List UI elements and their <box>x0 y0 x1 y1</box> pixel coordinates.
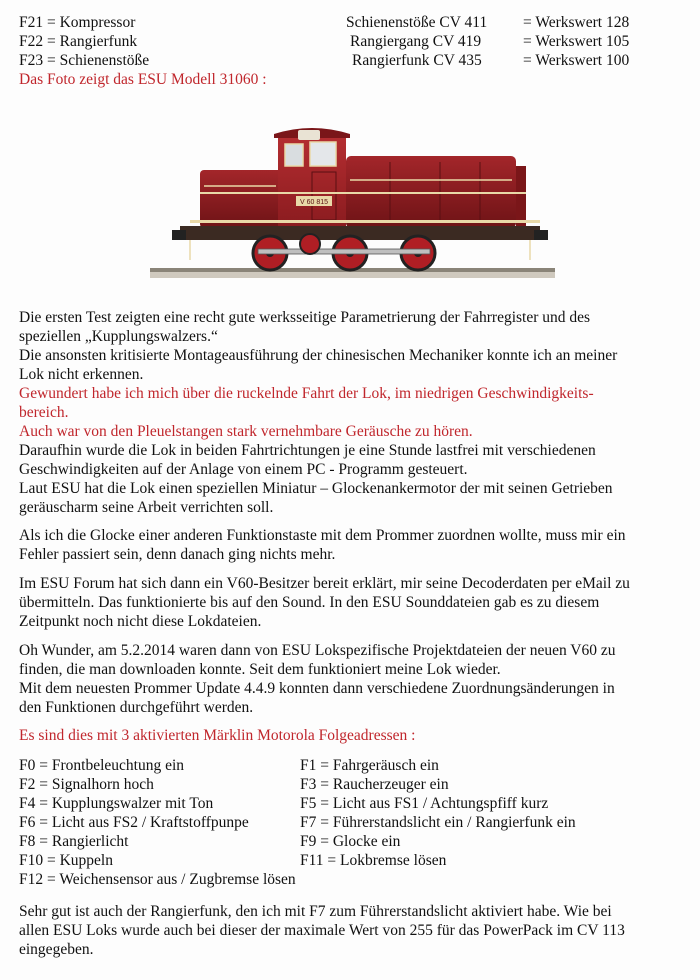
locomotive-photo <box>150 108 555 288</box>
header-f23: F23 = Schienenstöße <box>19 52 150 69</box>
function-f11: F11 = Lokbremse lösen <box>300 852 447 869</box>
text-line: Im ESU Forum hat sich dann ein V60-Besitzer bereit erklärt, mir seine Decoderdaten per eMail zu <box>19 575 630 592</box>
cab-window-right <box>310 142 336 166</box>
text-line: speziellen „Kupplungswalzers.“ <box>19 328 218 345</box>
function-f5: F5 = Licht aus FS1 / Achtungspfiff kurz <box>300 795 549 812</box>
text-line: geräuscharm seine Arbeit verrichten soll. <box>19 499 274 516</box>
text-line: Lok nicht erkennen. <box>19 366 144 383</box>
text-line: Als ich die Glocke einer anderen Funktionstaste mit dem Prommer zuordnen wollte, muss mir ein <box>19 527 626 544</box>
buffer-left <box>172 230 186 240</box>
function-f6: F6 = Licht aus FS2 / Kraftstoffpunpe <box>19 814 249 831</box>
header-f21: F21 = Kompressor <box>19 14 136 31</box>
functions-heading: Es sind dies mit 3 aktivierten Märklin Motorola Folgeadressen : <box>19 727 416 744</box>
text-line: eingegeben. <box>19 941 94 958</box>
paragraph-6 <box>19 574 684 631</box>
roof-horn <box>298 130 320 140</box>
cv-name-419: Rangiergang CV 419 <box>350 33 482 50</box>
buffer-right <box>534 230 548 240</box>
cv-name-411: Schienenstöße CV 411 <box>346 14 488 31</box>
jackshaft <box>300 234 320 254</box>
text-line-red: bereich. <box>19 404 69 421</box>
rear-hood <box>200 170 282 228</box>
function-f4: F4 = Kupplungswalzer mit Ton <box>19 795 214 812</box>
text-line: Mit dem neuesten Prommer Update 4.4.9 konnten dann verschiedene Zuordnungsänderungen in <box>19 680 615 697</box>
upper-stripe <box>200 192 526 194</box>
function-f0: F0 = Frontbeleuchtung ein <box>19 757 185 774</box>
paragraph-7 <box>19 641 684 717</box>
text-line: Geschwindigkeiten auf der Anlage von einem PC - Programm gesteuert. <box>19 461 468 478</box>
function-f10: F10 = Kuppeln <box>19 852 113 869</box>
cv-value-435: = Werkswert 100 <box>523 52 630 69</box>
cv-name-435: Rangierfunk CV 435 <box>352 52 482 69</box>
text-line: Daraufhin wurde die Lok in beiden Fahrtrichtungen je eine Stunde lastfrei mit verschiedenen <box>19 442 596 459</box>
cab-window-left <box>285 144 303 166</box>
text-line: den Funktionen durchgeführt werden. <box>19 699 254 716</box>
text-line: Zeitpunkt noch nicht diese Lokdateien. <box>19 613 262 630</box>
cv-value-411: = Werkswert 128 <box>523 14 630 31</box>
header-f22: F22 = Rangierfunk <box>19 33 138 50</box>
coupling-rod <box>258 249 430 254</box>
function-f2: F2 = Signalhorn hoch <box>19 776 154 793</box>
paragraph-1 <box>19 308 684 517</box>
text-line-red: Auch war von den Pleuelstangen stark vernehmbare Geräusche zu hören. <box>19 423 473 440</box>
cv-value-419: = Werkswert 105 <box>523 33 630 50</box>
hood-front-end <box>516 166 526 226</box>
closing-paragraph <box>19 902 684 959</box>
rail-shadow <box>150 272 555 278</box>
text-line: übermitteln. Das funktionierte bis auf den Sound. In den ESU Sounddateien gab es zu diesem <box>19 594 600 611</box>
paragraph-5 <box>19 526 684 564</box>
photo-caption: Das Foto zeigt das ESU Modell 31060 : <box>19 71 267 88</box>
text-line: Die ersten Test zeigten eine recht gute werksseitige Parametrierung der Fahrregister und des <box>19 309 591 326</box>
function-f7: F7 = Führerstandslicht ein / Rangierfunk ein <box>300 814 576 831</box>
text-line: Sehr gut ist auch der Rangierfunk, den ich mit F7 zum Führerstandslicht aktiviert habe. Wie bei <box>19 903 612 920</box>
text-line: Oh Wunder, am 5.2.2014 waren dann von ESU Lokspezifische Projektdateien der neuen V60 zu <box>19 642 616 659</box>
function-f12: F12 = Weichensensor aus / Zugbremse lösen <box>19 871 296 888</box>
function-f8: F8 = Rangierlicht <box>19 833 129 850</box>
text-line: Laut ESU hat die Lok einen speziellen Miniatur – Glockenankermotor der mit seinen Getrieben <box>19 480 613 497</box>
text-line: Die ansonsten kritisierte Montageausführung der chinesischen Mechaniker konnte ich an meiner <box>19 347 618 364</box>
text-line-red: Gewundert habe ich mich über die ruckelnde Fahrt der Lok, im niedrigen Geschwindigkeits- <box>19 385 594 402</box>
text-line: Fehler passiert sein, denn danach ging nichts mehr. <box>19 546 336 563</box>
function-f1: F1 = Fahrgeräusch ein <box>300 757 439 774</box>
lower-stripe <box>190 220 540 223</box>
function-f9: F9 = Glocke ein <box>300 833 401 850</box>
text-line: allen ESU Loks wurde auch bei dieser der maximale Wert von 255 für das PowerPack im CV 113 <box>19 922 625 939</box>
function-f3: F3 = Raucherzeuger ein <box>300 776 449 793</box>
loco-number: V 60 815 <box>299 199 329 206</box>
text-line: finden, die man downloaden konnte. Seit dem funktioniert meine Lok wieder. <box>19 661 501 678</box>
